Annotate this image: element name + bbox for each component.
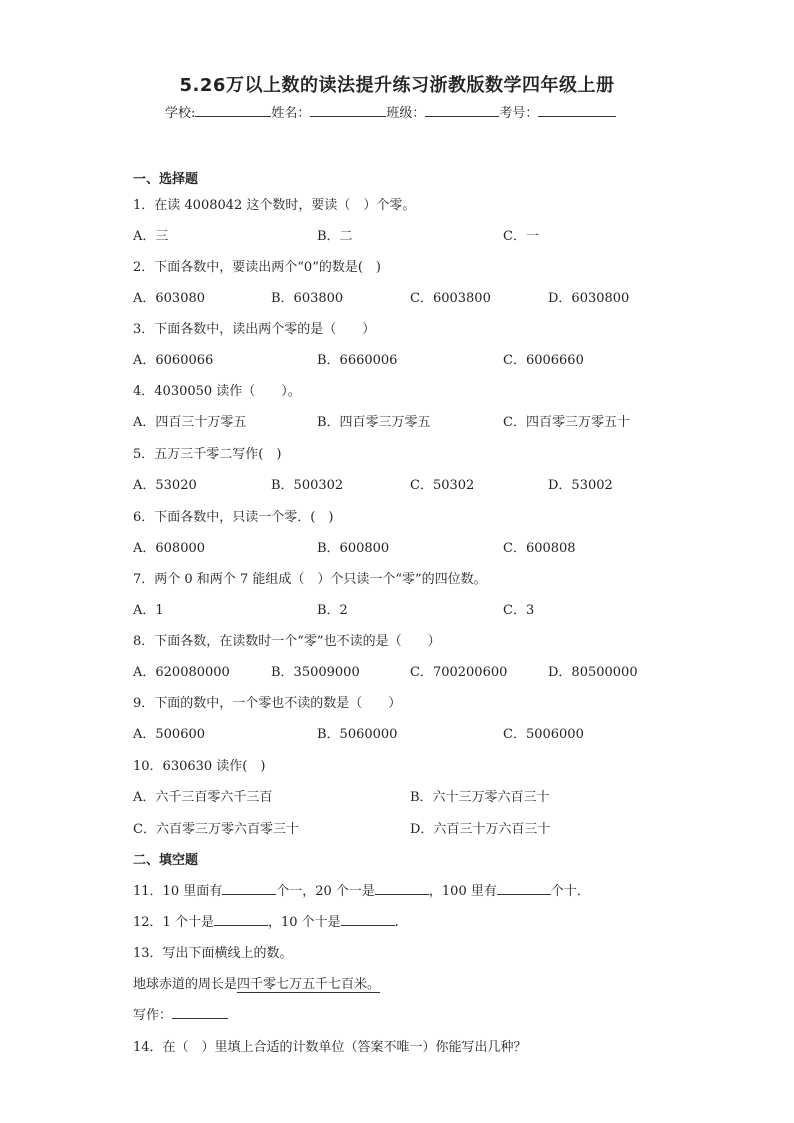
- student-info-line: [165, 102, 616, 121]
- q4-option-c: C．四百零三万零五十: [503, 415, 630, 430]
- q13-write-line: [133, 1004, 228, 1023]
- q8-option-b: B．35009000: [271, 665, 360, 680]
- q10-option-c: C．六百零三万零六百零三十: [133, 822, 299, 837]
- q11-text-4: 个十．: [550, 884, 590, 899]
- exam-no-label: 考号：: [499, 106, 539, 121]
- school-blank[interactable]: [195, 103, 271, 117]
- q5-option-d: D．53002: [548, 478, 613, 493]
- question-8: 8．下面各数，在读数时一个“零”也不读的是（ ）: [133, 634, 441, 649]
- question-6: 6．下面各数中，只读一个零．( ): [133, 510, 334, 525]
- question-11: [133, 880, 590, 899]
- q3-option-b: B．6660006: [317, 353, 398, 368]
- q8-option-a: A．620080000: [133, 665, 230, 680]
- school-label: 学校:: [165, 106, 196, 121]
- q6-option-b: B．600800: [317, 541, 390, 556]
- q5-option-c: C．50302: [410, 478, 475, 493]
- q2-option-d: D．6030800: [548, 291, 630, 306]
- question-3: 3．下面各数中，读出两个零的是（ ）: [133, 322, 376, 337]
- q11-blank-3[interactable]: [497, 882, 551, 895]
- q7-option-a: A．1: [133, 603, 164, 618]
- question-7: 7．两个 0 和两个 7 能组成（ ）个只读一个“零”的四位数。: [133, 572, 487, 587]
- q1-option-b: B．二: [317, 229, 353, 244]
- page-title: 5.26万以上数的读法提升练习浙教版数学四年级上册: [179, 75, 615, 96]
- q9-option-c: C．5006000: [503, 727, 584, 742]
- question-2: 2．下面各数中，要读出两个“0”的数是( ): [133, 260, 381, 275]
- q10-option-d: D．六百三十万六百三十: [410, 822, 551, 837]
- exam-no-blank[interactable]: [538, 103, 616, 117]
- q6-option-a: A．608000: [133, 541, 206, 556]
- q12-blank-2[interactable]: [341, 913, 395, 926]
- q12-text-3: .: [394, 915, 399, 930]
- question-4: 4．4030050 读作（ ）。: [133, 384, 301, 399]
- q12-text-2: ，10 个十是: [267, 915, 341, 930]
- q2-option-b: B．603800: [271, 291, 344, 306]
- section-heading-fill: 二、填空题: [133, 853, 199, 868]
- q11-text-3: ，100 里有: [428, 884, 497, 899]
- q12-text-1: 12．1 个十是: [133, 915, 214, 930]
- question-14: 14．在（ ）里填上合适的计数单位（答案不唯一）你能写出几种？: [133, 1040, 527, 1055]
- section-heading-choice: 一、选择题: [133, 172, 199, 187]
- q11-blank-2[interactable]: [375, 882, 429, 895]
- q8-option-d: D．80500000: [548, 665, 638, 680]
- q13-underlined-number: 四千零七万五千七百米。: [237, 977, 381, 992]
- q13-write-label: 写作：: [133, 1008, 173, 1023]
- question-12: [133, 911, 399, 930]
- q7-option-b: B．2: [317, 603, 348, 618]
- name-blank[interactable]: [310, 103, 386, 117]
- q13-statement-prefix: 地球赤道的周长是: [133, 977, 238, 992]
- q11-blank-1[interactable]: [222, 882, 276, 895]
- q4-option-b: B．四百零三万零五: [317, 415, 431, 430]
- q5-option-b: B．500302: [271, 478, 344, 493]
- name-label: 姓名：: [271, 106, 311, 121]
- question-1: 1．在读 4008042 这个数时，要读（ ）个零。: [133, 198, 416, 213]
- q3-option-a: A．6060066: [133, 353, 214, 368]
- q5-option-a: A．53020: [133, 478, 197, 493]
- q4-option-a: A．四百三十万零五: [133, 415, 247, 430]
- q6-option-c: C．600808: [503, 541, 576, 556]
- question-13: 13．写出下面横线上的数。: [133, 946, 293, 961]
- q10-option-b: B．六十三万零六百三十: [410, 790, 550, 805]
- q1-option-c: C．一: [503, 229, 539, 244]
- class-blank[interactable]: [425, 103, 499, 117]
- q7-option-c: C．3: [503, 603, 535, 618]
- q13-write-blank[interactable]: [172, 1006, 228, 1019]
- q10-option-a: A．六千三百零六千三百: [133, 790, 273, 805]
- q13-statement: [133, 973, 380, 992]
- q9-option-a: A．500600: [133, 727, 206, 742]
- question-9: 9．下面的数中，一个零也不读的数是（ ）: [133, 696, 402, 711]
- q8-option-c: C．700200600: [410, 665, 508, 680]
- q9-option-b: B．5060000: [317, 727, 398, 742]
- class-label: 班级：: [386, 106, 426, 121]
- q2-option-c: C．6003800: [410, 291, 491, 306]
- question-10: 10．630630 读作( ): [133, 759, 266, 774]
- q11-text-1: 11．10 里面有: [133, 884, 223, 899]
- q3-option-c: C．6006660: [503, 353, 584, 368]
- q2-option-a: A．603080: [133, 291, 206, 306]
- q1-option-a: A．三: [133, 229, 169, 244]
- q11-text-2: 个一，20 个一是: [276, 884, 375, 899]
- q12-blank-1[interactable]: [214, 913, 268, 926]
- question-5: 5．五万三千零二写作( ): [133, 447, 282, 462]
